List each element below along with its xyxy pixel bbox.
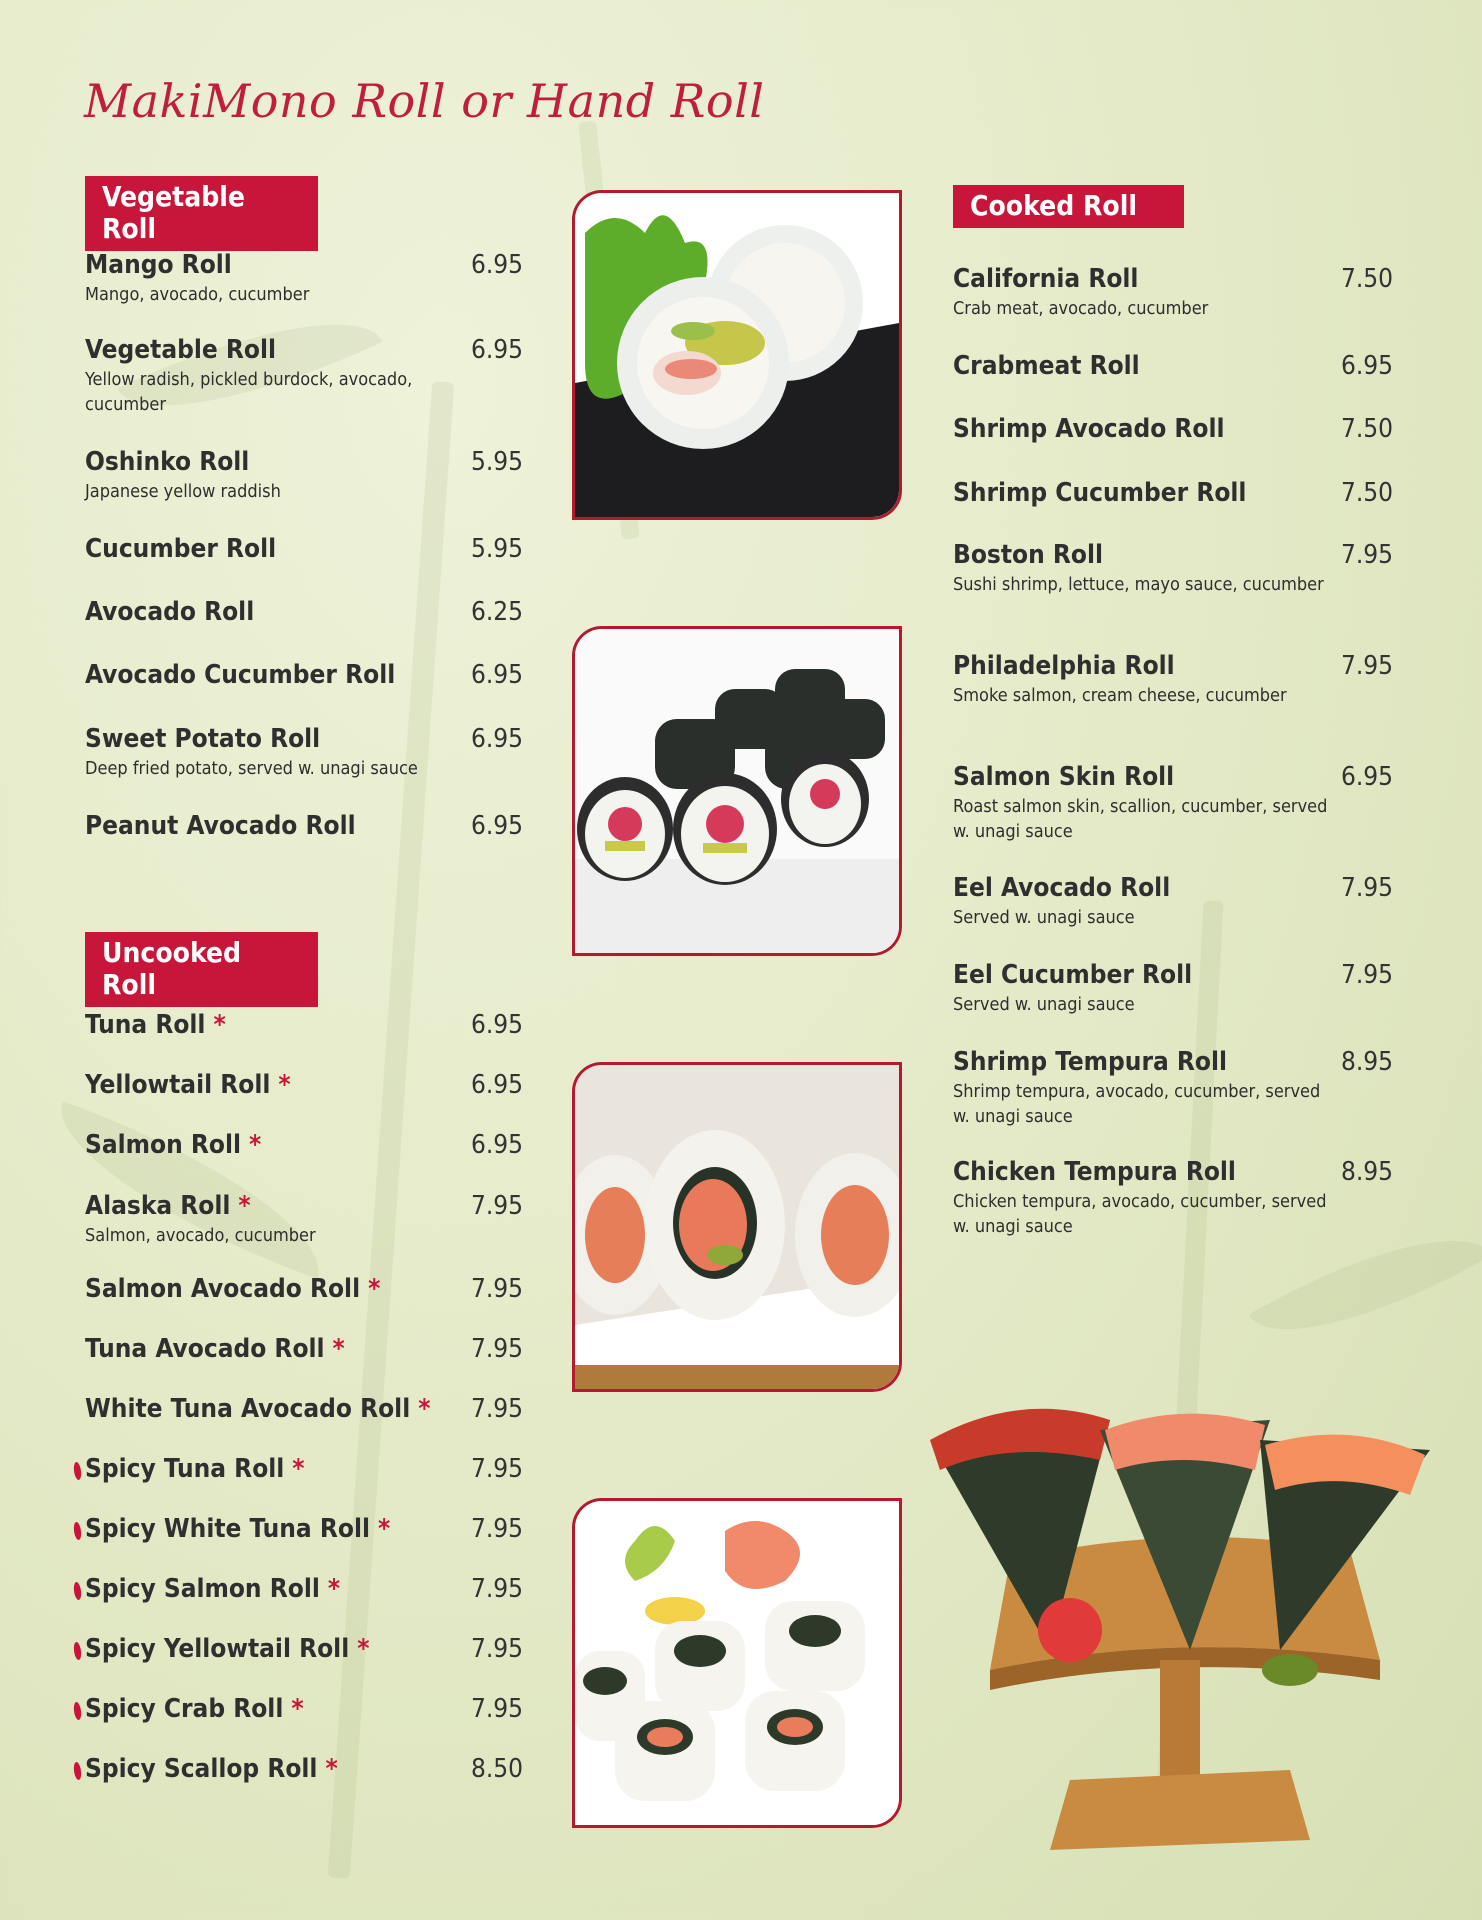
menu-item-name: Boston Roll bbox=[953, 540, 1103, 570]
menu-item-price: 7.95 bbox=[471, 1574, 524, 1604]
menu-item-name: Eel Avocado Roll bbox=[953, 873, 1171, 903]
chili-pepper-icon bbox=[72, 1521, 83, 1540]
chili-pepper-icon bbox=[72, 1701, 83, 1720]
menu-item-price: 7.50 bbox=[1341, 264, 1394, 294]
menu-item-price: 6.95 bbox=[1341, 762, 1394, 792]
menu-item-name: Salmon Roll * bbox=[85, 1130, 262, 1160]
menu-item-description: Shrimp tempura, avocado, cucumber, served w. unagi sauce bbox=[953, 1081, 1321, 1127]
section-uncooked-roll bbox=[85, 932, 545, 1812]
menu-item-name: Oshinko Roll bbox=[85, 447, 250, 477]
menu-item-description: Roast salmon skin, scallion, cucumber, served w. unagi sauce bbox=[953, 796, 1328, 842]
menu-item-description: Mango, avocado, cucumber bbox=[85, 284, 310, 305]
menu-item-price: 6.95 bbox=[471, 1070, 524, 1100]
menu-item-name: Spicy Yellowtail Roll * bbox=[85, 1634, 370, 1664]
raw-marker: * bbox=[325, 1754, 338, 1784]
raw-marker: * bbox=[377, 1514, 391, 1544]
menu-item-name: Salmon Skin Roll bbox=[953, 762, 1175, 792]
menu-item-price: 7.50 bbox=[1341, 414, 1394, 444]
menu-item-name: California Roll bbox=[953, 264, 1139, 294]
menu-item-price: 5.95 bbox=[471, 534, 524, 564]
hand-roll-photo bbox=[910, 1400, 1450, 1860]
raw-marker: * bbox=[418, 1394, 431, 1424]
menu-item-price: 8.50 bbox=[471, 1754, 524, 1784]
menu-item-price: 6.95 bbox=[471, 1130, 524, 1160]
raw-marker: * bbox=[357, 1634, 370, 1664]
menu-item-description: Deep fried potato, served w. unagi sauce bbox=[85, 758, 418, 779]
tuna-maki-photo bbox=[572, 626, 902, 956]
menu-item-price: 7.95 bbox=[1341, 540, 1394, 570]
section-label-uncooked: Uncooked Roll bbox=[85, 932, 318, 1007]
menu-item-price: 6.95 bbox=[471, 811, 524, 841]
section-label-cooked: Cooked Roll bbox=[953, 185, 1184, 228]
chili-pepper-icon bbox=[72, 1461, 83, 1480]
menu-item-name: Avocado Cucumber Roll bbox=[85, 660, 396, 690]
menu-item-description: Chicken tempura, avocado, cucumber, served w. unagi sauce bbox=[953, 1191, 1327, 1237]
menu-item-name: Spicy Scallop Roll * bbox=[85, 1754, 338, 1784]
menu-item-price: 7.95 bbox=[471, 1634, 524, 1664]
menu-item-price: 8.95 bbox=[1341, 1157, 1394, 1187]
menu-item-description: Salmon, avocado, cucumber bbox=[85, 1225, 316, 1246]
menu-item-price: 6.95 bbox=[471, 724, 524, 754]
menu-item-price: 7.95 bbox=[1341, 651, 1394, 681]
menu-item-name: Sweet Potato Roll bbox=[85, 724, 321, 754]
raw-marker: * bbox=[278, 1070, 291, 1100]
menu-item-price: 7.95 bbox=[471, 1274, 524, 1304]
menu-item-price: 6.95 bbox=[471, 660, 524, 690]
menu-item-name: Salmon Avocado Roll * bbox=[85, 1274, 381, 1304]
menu-item-name: Yellowtail Roll * bbox=[85, 1070, 291, 1100]
menu-item-name: Alaska Roll * bbox=[85, 1191, 251, 1221]
menu-item-price: 7.95 bbox=[1341, 960, 1394, 990]
menu-item-description: Served w. unagi sauce bbox=[953, 907, 1135, 928]
chili-pepper-icon bbox=[72, 1761, 83, 1780]
menu-item-price: 7.95 bbox=[471, 1694, 524, 1724]
menu-item-price: 6.95 bbox=[471, 1010, 524, 1040]
menu-item-price: 8.95 bbox=[1341, 1047, 1394, 1077]
raw-marker: * bbox=[249, 1130, 262, 1160]
menu-item-name: Tuna Avocado Roll * bbox=[85, 1334, 345, 1364]
menu-item-name: Spicy White Tuna Roll * bbox=[85, 1514, 391, 1544]
menu-item-price: 7.95 bbox=[471, 1334, 524, 1364]
menu-item-name: Avocado Roll bbox=[85, 597, 255, 627]
raw-marker: * bbox=[327, 1574, 341, 1604]
menu-item-name: Shrimp Avocado Roll bbox=[953, 414, 1225, 444]
chili-pepper-icon bbox=[72, 1581, 83, 1600]
menu-item-price: 7.95 bbox=[471, 1454, 524, 1484]
menu-item-name: Peanut Avocado Roll bbox=[85, 811, 356, 841]
menu-item-name: Philadelphia Roll bbox=[953, 651, 1175, 681]
menu-item-name: Mango Roll bbox=[85, 250, 232, 280]
menu-item-name: Spicy Tuna Roll * bbox=[85, 1454, 305, 1484]
menu-item-price: 7.50 bbox=[1341, 478, 1394, 508]
menu-item-name: Spicy Crab Roll * bbox=[85, 1694, 304, 1724]
menu-item-name: Chicken Tempura Roll bbox=[953, 1157, 1236, 1187]
raw-marker: * bbox=[368, 1274, 381, 1304]
section-vegetable-roll bbox=[85, 176, 545, 876]
raw-marker: * bbox=[213, 1010, 226, 1040]
menu-item-price: 6.25 bbox=[471, 597, 524, 627]
page-title: MakiMono Roll or Hand Roll bbox=[84, 74, 765, 128]
california-roll-photo bbox=[572, 190, 902, 520]
menu-item-name: Shrimp Cucumber Roll bbox=[953, 478, 1247, 508]
menu-item-description: Served w. unagi sauce bbox=[953, 994, 1135, 1015]
menu-item-price: 7.95 bbox=[471, 1514, 524, 1544]
menu-item-description: Yellow radish, pickled burdock, avocado, cucumber bbox=[85, 369, 413, 415]
raw-marker: * bbox=[238, 1191, 251, 1221]
menu-item-description: Crab meat, avocado, cucumber bbox=[953, 298, 1209, 319]
menu-item-name: Cucumber Roll bbox=[85, 534, 277, 564]
menu-item-name: Spicy Salmon Roll * bbox=[85, 1574, 341, 1604]
raw-marker: * bbox=[291, 1694, 304, 1724]
section-label-vegetable: Vegetable Roll bbox=[85, 176, 318, 251]
menu-item-description: Smoke salmon, cream cheese, cucumber bbox=[953, 685, 1287, 706]
menu-item-name: Vegetable Roll bbox=[85, 335, 277, 365]
menu-item-name: Tuna Roll * bbox=[85, 1010, 226, 1040]
menu-item-name: Crabmeat Roll bbox=[953, 351, 1140, 381]
menu-item-name: Shrimp Tempura Roll bbox=[953, 1047, 1228, 1077]
menu-item-price: 6.95 bbox=[471, 335, 524, 365]
chili-pepper-icon bbox=[72, 1641, 83, 1660]
salmon-roll-photo bbox=[572, 1062, 902, 1392]
section-cooked-roll bbox=[953, 185, 1423, 1265]
menu-item-description: Sushi shrimp, lettuce, mayo sauce, cucumber bbox=[953, 574, 1324, 595]
raw-marker: * bbox=[292, 1454, 305, 1484]
menu-item-price: 5.95 bbox=[471, 447, 524, 477]
menu-item-price: 6.95 bbox=[1341, 351, 1394, 381]
raw-marker: * bbox=[332, 1334, 345, 1364]
menu-item-price: 7.95 bbox=[471, 1394, 524, 1424]
menu-item-name: Eel Cucumber Roll bbox=[953, 960, 1193, 990]
salmon-avocado-roll-photo bbox=[572, 1498, 902, 1828]
menu-item-price: 7.95 bbox=[1341, 873, 1394, 903]
menu-item-description: Japanese yellow raddish bbox=[85, 481, 281, 502]
menu-item-name: White Tuna Avocado Roll * bbox=[85, 1394, 431, 1424]
menu-item-price: 6.95 bbox=[471, 250, 524, 280]
menu-item-price: 7.95 bbox=[471, 1191, 524, 1221]
